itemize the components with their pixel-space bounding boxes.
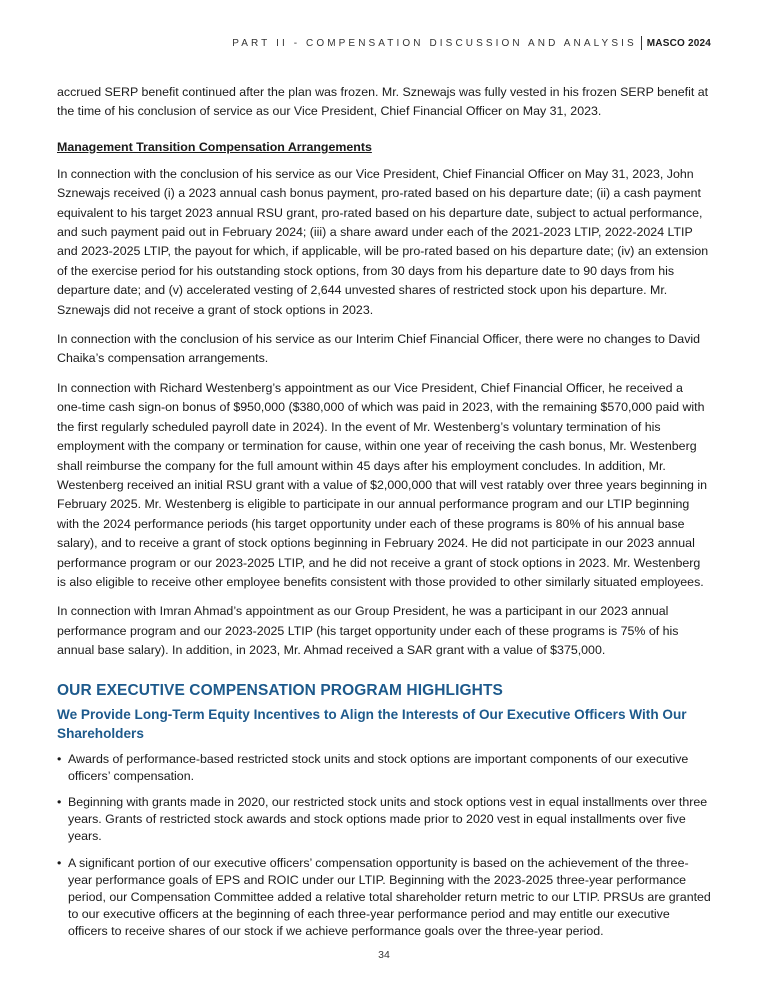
list-item-text: A significant portion of our executive officers’ compensation opportunity is based on the achievement of the three-year performance goals of EPS and ROIC under our LTIP. Beginning with the 2023-2025 three-year performance period, our Compensation Committee added a relative total shareholder return metric to our LTIP. PRSUs are granted to our executive officers at the beginning of each three-year performance period and may entitle our executive officers to receive shares of our stock if we achieve performance goals over the three-year period. (68, 855, 711, 939)
page-header (232, 36, 711, 50)
transition-paragraph-chaika: In connection with the conclusion of his service as our Interim Chief Financial Officer, there were no changes to David Chaika’s compensation arrangements. (57, 332, 701, 366)
transition-paragraph-ahmad: In connection with Imran Ahmad’s appointment as our Group President, he was a participant in our 2023 annual performance program and our 2023-2025 LTIP (his target opportunity under each of these programs is 75% of his annual base salary). In addition, in 2023, Mr. Ahmad received a SAR grant with a value of $375,000. (57, 604, 679, 658)
bullet-icon: • (57, 855, 62, 870)
transition-paragraph-sznewajs: In connection with the conclusion of his service as our Vice President, Chief Financial Officer on May 31, 2023, John Sznewajs received (i) a 2023 annual cash bonus payment, pro-rated based on his departure date; (ii) a cash payment equivalent to his target 2023 annual RSU grant, pro-rated based on his departure date, subject to actual performance, and such payment paid out in February 2024; (iii) a share award under each of the 2021-2023 LTIP, 2022-2024 LTIP and 2023-2025 LTIP, the payout for which, if applicable, will be pro-rated based on his departure date; (iv) an extension of the exercise period for his outstanding stock options, from 30 days from his departure date to 90 days from his departure date; and (v) accelerated vesting of 2,644 unvested shares of restricted stock upon his departure. Mr. Sznewajs did not receive a grant of stock options in 2023. (57, 166, 709, 317)
transition-paragraph-westenberg: In connection with Richard Westenberg’s appointment as our Vice President, Chief Financial Officer, he received a one-time cash sign-on bonus of $950,000 ($380,000 of which was paid in 2023, with the remaining $570,000 paid with the first regularly scheduled payroll date in 2024). In the event of Mr. Westenberg’s voluntary termination of his employment with the company or termination for cause, within one year of receiving the cash bonus, Mr. Westenberg shall reimburse the company for the full amount within 45 days after his employment concludes. In addition, Mr. Westenberg received an initial RSU grant with a value of $2,000,000 that will vest ratably over three years beginning in February 2025. Mr. Westenberg is eligible to participate in our annual performance program and our LTIP beginning with the 2024 performance periods (his target opportunity under each of these programs is 80% of his annual base salary), and to receive a grant of stock options beginning in February 2024. He did not participate in our 2023 annual performance program or our 2023-2025 LTIP, and he did not receive a grant of stock options in 2023. Mr. Westenberg is also eligible to receive other employee benefits consistent with those provided to other similarly situated employees. (57, 380, 707, 589)
bullet-icon: • (57, 751, 62, 766)
page-number: 34 (378, 949, 390, 961)
highlights-subheading: We Provide Long-Term Equity Incentives to Align the Interests of Our Executive Officers With Our Shareholders (57, 706, 687, 741)
header-divider (641, 36, 642, 50)
header-brand: MASCO 2024 (646, 37, 711, 49)
page-content (57, 83, 711, 950)
list-item (57, 794, 711, 846)
bullet-icon: • (57, 794, 62, 809)
list-item (57, 751, 711, 785)
highlights-list (57, 751, 711, 941)
transition-heading: Management Transition Compensation Arrangements (57, 139, 372, 154)
list-item (57, 855, 711, 941)
header-section-title: PART II - COMPENSATION DISCUSSION AND ANALYSIS (232, 37, 637, 49)
highlights-heading: OUR EXECUTIVE COMPENSATION PROGRAM HIGHLIGHTS (57, 681, 503, 699)
list-item-text: Beginning with grants made in 2020, our restricted stock units and stock options vest in equal installments over three years. Grants of restricted stock awards and stock options made prior to 2020 vest in equal installments over five years. (68, 794, 708, 844)
list-item-text: Awards of performance-based restricted stock units and stock options are important components of our executive officers’ compensation. (68, 751, 689, 783)
intro-paragraph: accrued SERP benefit continued after the plan was frozen. Mr. Sznewajs was fully vested in his frozen SERP benefit at the time of his conclusion of service as our Vice President, Chief Financial Officer on May 31, 2023. (57, 85, 709, 119)
